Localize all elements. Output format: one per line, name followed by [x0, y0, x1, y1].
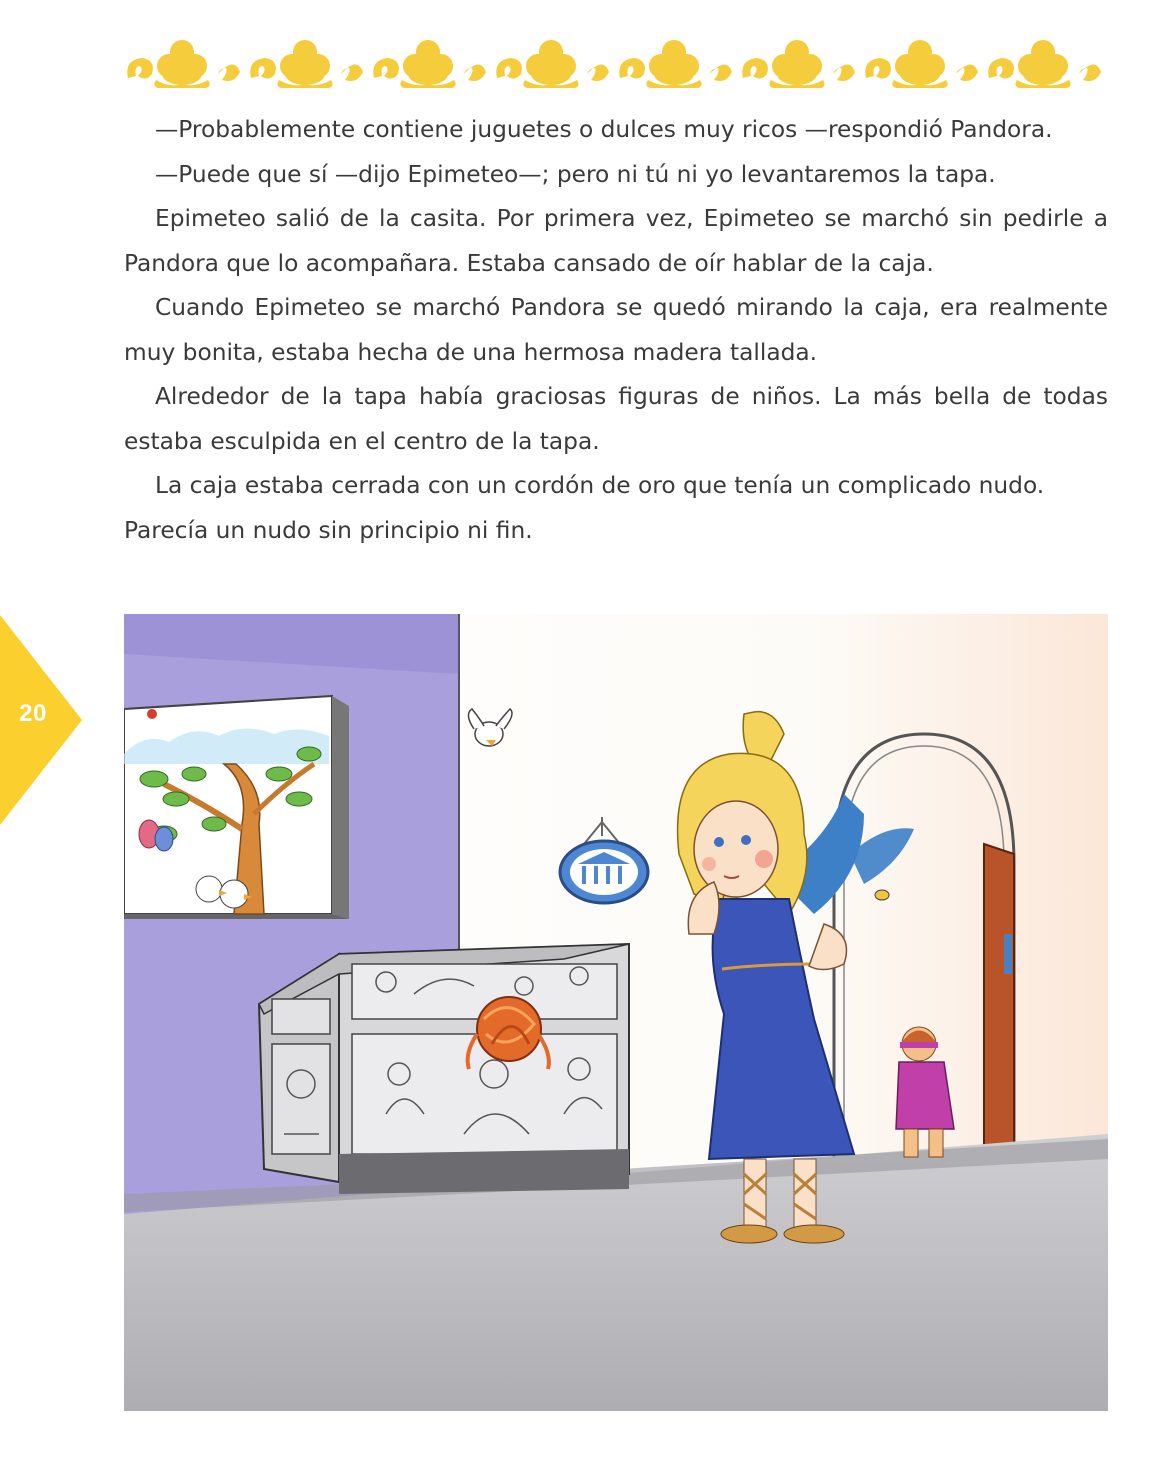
paragraph: Epimeteo salió de la casita. Por primera vez, Epimeteo se marchó sin pedirle a Pandora que lo acompañara. Estaba cansado de oír hablar de la caja. — [124, 205, 1108, 277]
ladybug-icon — [147, 709, 157, 719]
scroll-ornament-unit — [619, 40, 732, 88]
scroll-ornament-unit — [742, 40, 855, 88]
paragraph: Cuando Epimeteo se marchó Pandora se quedó mirando la caja, era realmente muy bonita, estaba hecha de una hermosa madera tallada. — [124, 294, 1108, 366]
scroll-ornament-unit — [373, 40, 486, 88]
pandora-box — [259, 944, 629, 1194]
scroll-ornament-unit — [988, 40, 1101, 88]
pandora-illustration — [124, 614, 1108, 1411]
page-number: 20 — [19, 700, 47, 727]
scroll-ornament-icon — [122, 30, 1107, 90]
window — [124, 696, 349, 919]
paragraph: Alrededor de la tapa había graciosas figuras de niños. La más bella de todas estaba esculpida en el centro de la tapa. — [124, 383, 1108, 455]
paragraph: —Puede que sí —dijo Epimeteo—; pero ni tú ni yo levantaremos la tapa. — [155, 160, 996, 188]
story-illustration — [124, 614, 1108, 1411]
paragraph: —Probablemente contiene juguetes o dulces muy ricos —respondió Pandora. — [155, 116, 1053, 143]
scroll-ornament-unit — [127, 40, 240, 88]
scroll-ornament-unit — [865, 40, 978, 88]
scroll-ornament-unit — [496, 40, 609, 88]
decorative-ornament-band — [122, 30, 1107, 90]
bee-icon — [875, 890, 889, 900]
scroll-ornament-unit — [250, 40, 363, 88]
paragraph: La caja estaba cerrada con un cordón de oro que tenía un complicado nudo. Parecía un nudo sin principio ni fin. — [124, 472, 1045, 544]
story-text — [124, 108, 1108, 553]
